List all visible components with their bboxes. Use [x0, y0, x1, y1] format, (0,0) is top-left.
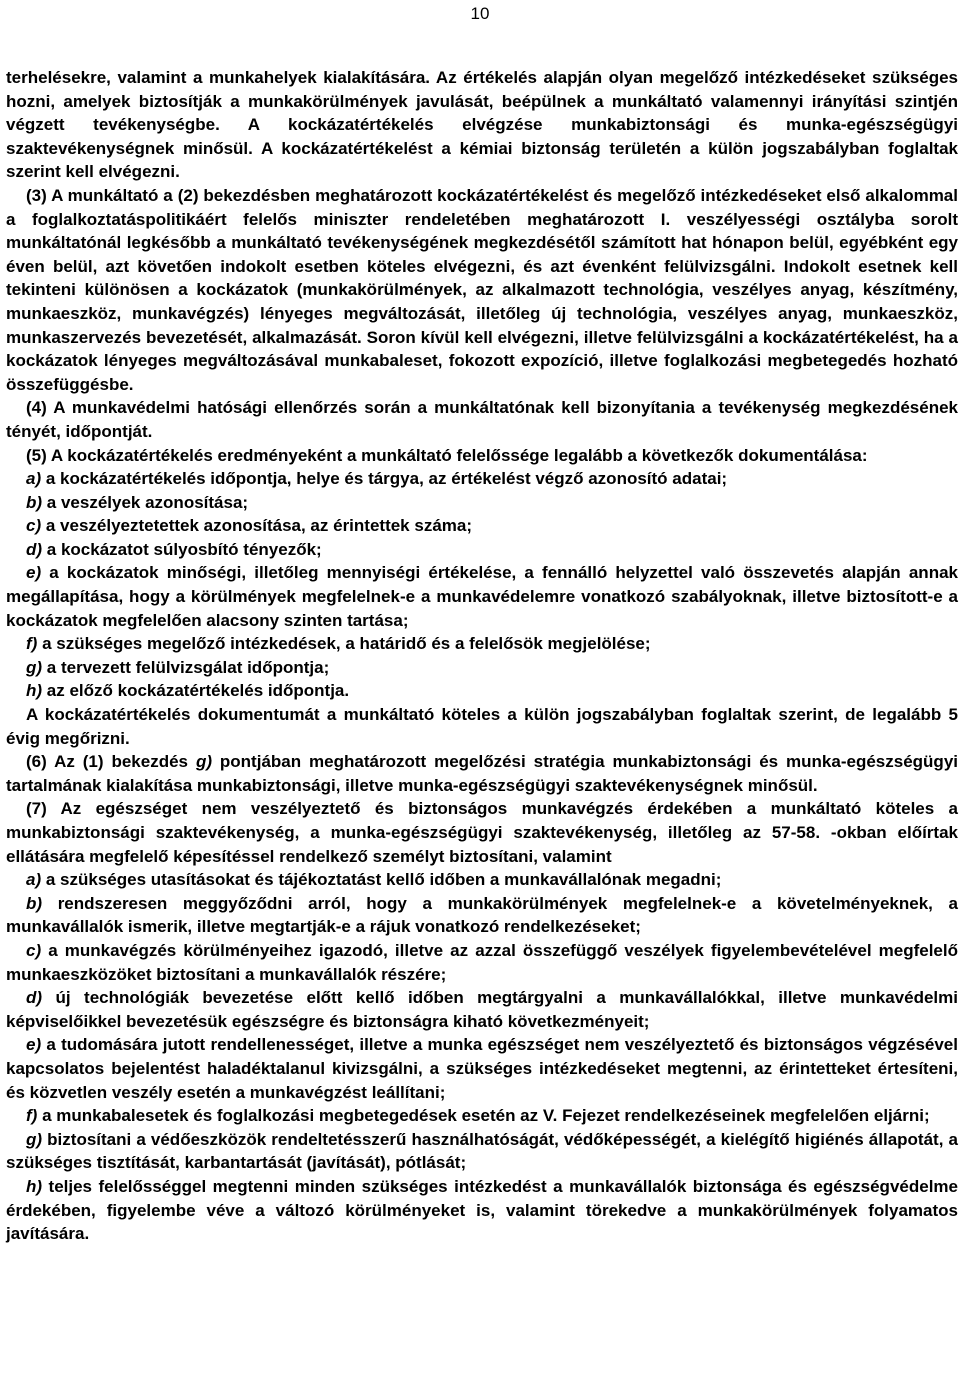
list-item: c) a veszélyeztetettek azonosítása, az érintettek száma; — [26, 516, 473, 536]
paragraph-5-tail: A kockázatértékelés dokumentumát a munkáltató köteles a külön jogszabályban foglaltak szerint, de legalább 5 évig megőrizni. — [6, 705, 958, 748]
list-item: f) a szükséges megelőző intézkedések, a határidő és a felelősök megjelölése; — [26, 634, 651, 654]
list-item: e) a tudomására jutott rendellenességet, illetve a munka egészséget nem veszélyeztető és biztonságos végzésével kapcsolatos bejelentést haladéktalanul kivizsgálni, a szükséges intézkedéseket megtenni, az érintetteket értesíteni, és közvetlen veszély esetén a munkavégzést leállítani; — [6, 1035, 958, 1102]
paragraph-4: (4) A munkavédelmi hatósági ellenőrzés során a munkáltatónak kell bizonyítania a tevékenység megkezdésének tényét, időpontját. — [6, 398, 958, 441]
list-item: e) a kockázatok minőségi, illetőleg mennyiségi értékelése, a fennálló helyzettel való összevetés alapján annak megállapítása, hogy a körülmények megfelelnek-e a munkavédelemre vonatkozó szabályoknak, illetve biztosított-e a kockázatok megfelelően alacsony szinten tartása; — [6, 563, 958, 630]
list-item: b) rendszeresen meggyőződni arról, hogy a munkakörülmények megfelelnek-e a követelményeknek, a munkavállalók ismerik, illetve megtartják-e a rájuk vonatkozó rendelkezéseket; — [6, 893, 958, 937]
list-item: d) új technológiák bevezetése előtt kellő időben megtárgyalni a munkavállalókkal, illetve munkavédelmi képviselőikkel bevezetésük egészségre és biztonságra kiható következményeit; — [6, 988, 958, 1031]
paragraph-7: (7) Az egészséget nem veszélyeztető és biztonságos munkavégzés érdekében a munkáltató köteles a munkabiztonsági szaktevékenység, a munka-egészségügyi szaktevékenység, illetőleg az 57-58. -okban előírtak ellátására megfelelő képesítéssel rendelkező személyt biztosítani, valamint — [6, 799, 958, 866]
list-item: a) a kockázatértékelés időpontja, helye és tárgya, az értékelést végző azonosító adatai; — [26, 469, 728, 489]
paragraph-5-list — [6, 467, 958, 703]
list-item: h) teljes felelősséggel megtenni minden szükséges intézkedést a munkavállalók biztonsága és egészségvédelme érdekében, figyelembe véve a változó körülményeket is, valamint törekedve a munkakörülmények folyamatos javítására. — [6, 1176, 958, 1244]
list-item: c) a munkavégzés körülményeihez igazodó, illetve az azzal összefüggő veszélyek figyelembevételével megfelelő munkaeszközöket biztosítani a munkavállalók részére; — [6, 940, 958, 984]
paragraph-continuation: terhelésekre, valamint a munkahelyek kialakítására. Az értékelés alapján olyan megelőző intézkedéseket szükséges hozni, amelyek biztosítják a munkakörülmények javulását, beépülnek a munkáltató valamennyi irányítási szintjén végzett tevékenységbe. A kockázatértékelés elvégzése munkabiztonsági és munka-egészségügyi szaktevékenységnek minősül. A kockázatértékelést a kémiai biztonság területén a külön jogszabályban foglaltak szerint kell elvégezni. — [6, 68, 958, 182]
page-number: 10 — [470, 4, 490, 23]
list-item: d) a kockázatot súlyosbító tényezők; — [26, 539, 322, 559]
list-item: g) biztosítani a védőeszközök rendeltetésszerű használhatóságát, védőképességét, a kielégítő higiénés állapotát, a szükséges tisztítását, karbantartását (javítását), pótlását; — [6, 1129, 958, 1173]
paragraph-7-list — [6, 868, 958, 1246]
list-item: b) a veszélyek azonosítása; — [26, 492, 249, 512]
document-body — [6, 66, 958, 1246]
paragraph-6: (6) Az (1) bekezdés g) pontjában meghatározott megelőzési stratégia munkabiztonsági és munka-egészségügyi tartalmának kialakítása munkabiztonsági, illetve munka-egészségügyi szaktevékenységnek minősül. — [6, 752, 958, 795]
paragraph-5: (5) A kockázatértékelés eredményeként a munkáltató felelőssége legalább a következők dokumentálása: — [26, 445, 868, 465]
paragraph-3: (3) A munkáltató a (2) bekezdésben meghatározott kockázatértékelést és megelőző intézkedéseket első alkalommal a foglalkoztatáspolitikáért felelős miniszter rendeletében meghatározott I. veszélyességi osztályba sorolt munkáltatónál legkésőbb a munkáltató tevékenységének megkezdésétől számított hat hónapon belül, egyébként egy éven belül, azt követően indokolt esetben köteles elvégezni, és azt évenként felülvizsgálni. Indokolt esetnek kell tekinteni különösen a kockázatok (munkakörülmények, az alkalmazott technológia, veszélyes anyag, készítmény, munkaeszköz, munkavégzés) lényeges megváltozását, illetőleg új technológia, veszélyes anyag, munkaeszköz, munkaszervezés bevezetését, alkalmazását. Soron kívül kell elvégezni, illetve felülvizsgálni a kockázatértékelést, ha a kockázatok lényeges megváltozásával munkabaleset, fokozott expozíció, illetve foglalkozási megbetegedés hozható összefüggésbe. — [6, 185, 958, 394]
list-item: h) az előző kockázatértékelés időpontja. — [26, 681, 350, 701]
list-item: g) a tervezett felülvizsgálat időpontja; — [26, 657, 330, 677]
list-item: f) a munkabalesetek és foglalkozási megbetegedések esetén az V. Fejezet rendelkezéseinek megfelelően eljárni; — [26, 1106, 930, 1126]
list-item: a) a szükséges utasításokat és tájékoztatást kellő időben a munkavállalónak megadni; — [26, 870, 722, 890]
